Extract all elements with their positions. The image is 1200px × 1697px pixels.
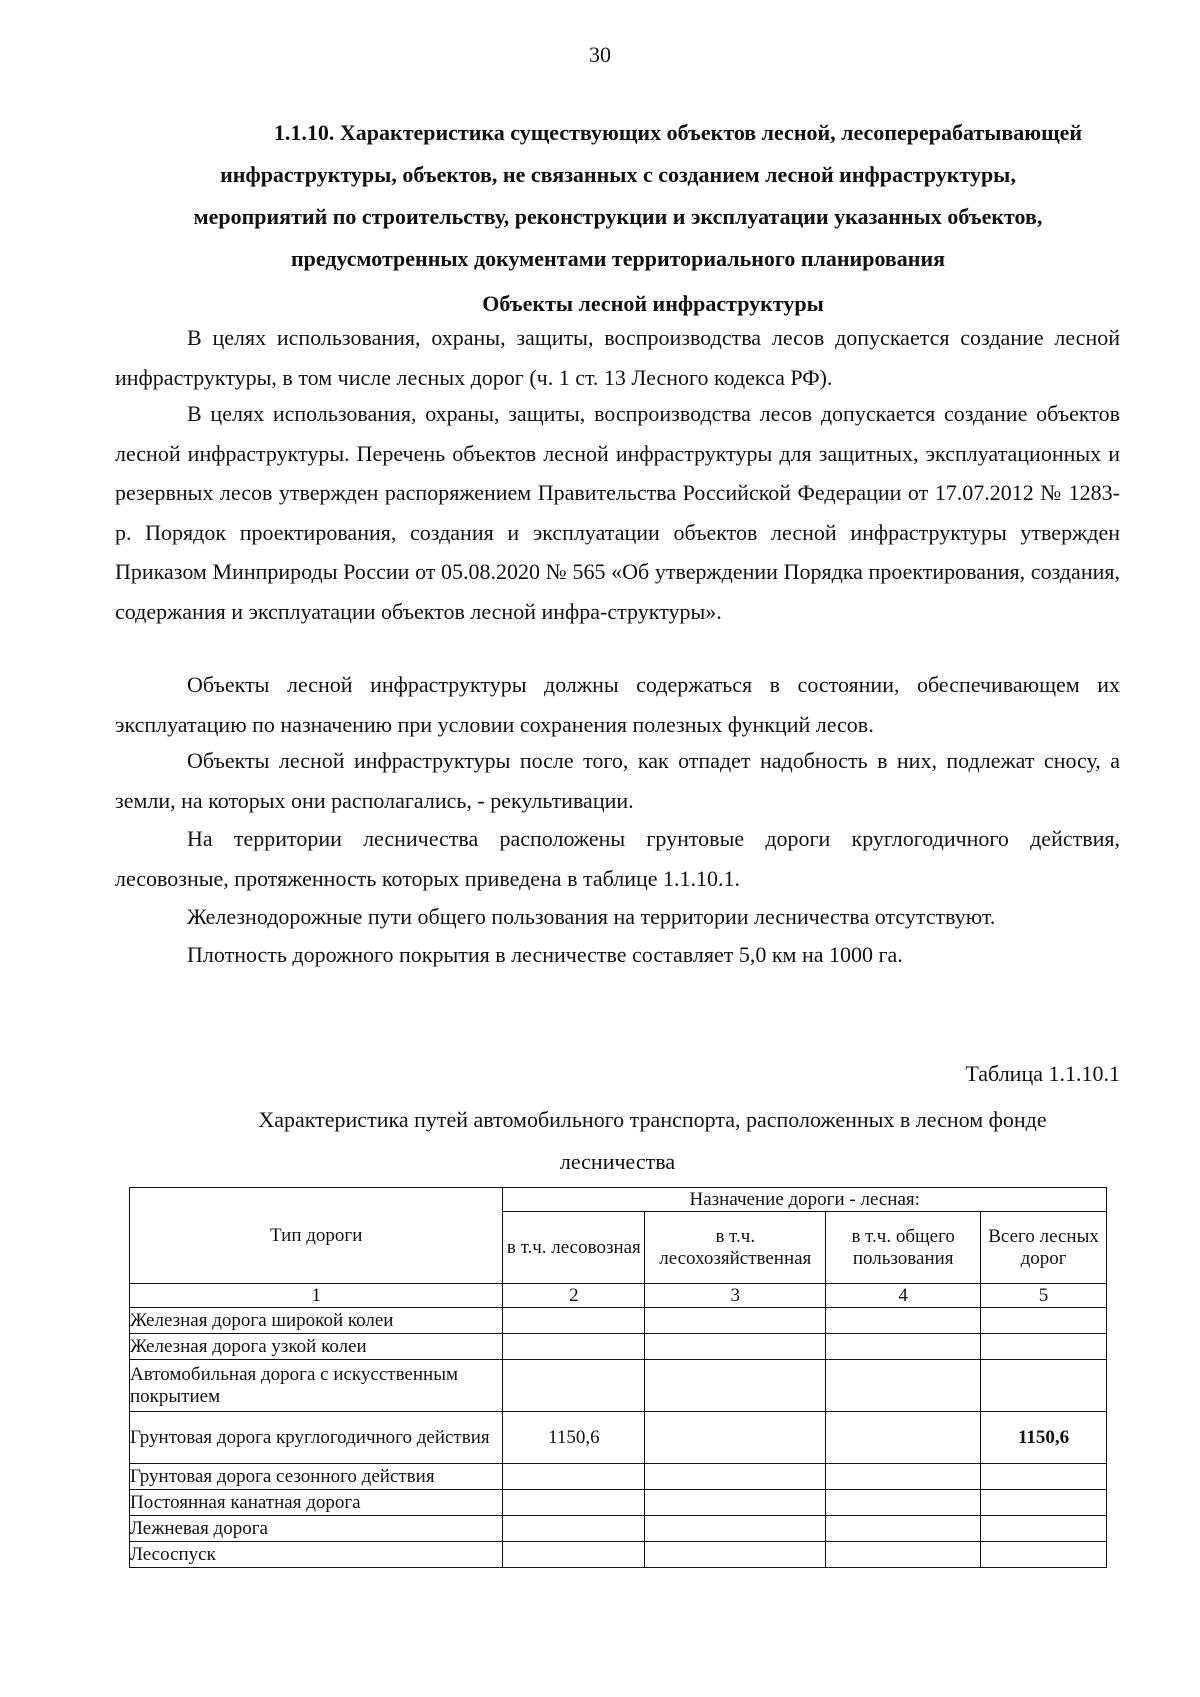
- road-type-cell: Железная дорога узкой колеи: [130, 1334, 503, 1360]
- public-cell: [826, 1412, 981, 1464]
- public-cell: [826, 1516, 981, 1542]
- road-type-cell: Грунтовая дорога круглогодичного действия: [130, 1412, 503, 1464]
- table-caption-line: лесничества: [559, 1149, 676, 1174]
- header-public: в т.ч. общего пользования: [826, 1212, 981, 1284]
- logging-cell: [503, 1308, 645, 1334]
- page-number: 30: [589, 42, 611, 67]
- table-row: [130, 1542, 1107, 1568]
- road-type-cell: Лежневая дорога: [130, 1516, 503, 1542]
- table-caption: [115, 1099, 1120, 1183]
- table-row: [130, 1516, 1107, 1542]
- roads-table: [129, 1187, 1107, 1568]
- total-cell: [981, 1542, 1107, 1568]
- table-caption-line: Характеристика путей автомобильного транспорта, расположенных в лесном фонде: [258, 1107, 1047, 1132]
- logging-cell: [503, 1490, 645, 1516]
- paragraph: Плотность дорожного покрытия в лесничестве составляет 5,0 км на 1000 га.: [187, 942, 903, 967]
- total-cell: [981, 1464, 1107, 1490]
- road-type-cell: Железная дорога широкой колеи: [130, 1308, 503, 1334]
- logging-cell: [503, 1542, 645, 1568]
- forestry-cell: [645, 1412, 826, 1464]
- logging-cell: [503, 1464, 645, 1490]
- table-row: [130, 1334, 1107, 1360]
- road-type-cell: Автомобильная дорога с искусственным покрытием: [130, 1360, 503, 1412]
- column-number: 1: [130, 1284, 503, 1308]
- logging-cell: [503, 1334, 645, 1360]
- header-purpose-group: Назначение дороги - лесная:: [503, 1188, 1107, 1212]
- paragraph: В целях использования, охраны, защиты, воспроизводства лесов допускается создание объектов лесной инфраструктуры. Перечень объектов лесной инфраструктуры для защитных, эксплуатационных и резервных лесов утвержден распоряжением Правительства Российской Федерации от 17.07.2012 № 1283-р. Порядок проектирования, создания и эксплуатации объектов лесной инфраструктуры утвержден Приказом Минприроды России от 05.08.2020 № 565 «Об утверждении Порядка проектирования, создания, содержания и эксплуатации объектов лесной инфра-структуры».: [115, 401, 1120, 624]
- table-label: Таблица 1.1.10.1: [965, 1061, 1120, 1086]
- table-row: [130, 1464, 1107, 1490]
- section-heading-line: мероприятий по строительству, реконструкции и эксплуатации указанных объектов,: [193, 204, 1043, 229]
- column-number: 5: [981, 1284, 1107, 1308]
- table-row: [130, 1308, 1107, 1334]
- forestry-cell: [645, 1334, 826, 1360]
- paragraph: Объекты лесной инфраструктуры должны содержаться в состоянии, обеспечивающем их эксплуатацию по назначению при условии сохранения полезных функций лесов.: [115, 672, 1120, 737]
- paragraph: На территории лесничества расположены грунтовые дороги круглогодичного действия, лесовозные, протяженность которых приведена в таблице 1.1.10.1.: [115, 826, 1120, 891]
- road-type-cell: Постоянная канатная дорога: [130, 1490, 503, 1516]
- section-heading-line: 1.1.10. Характеристика существующих объектов лесной, лесоперерабатывающей: [273, 120, 1083, 145]
- logging-cell: [503, 1516, 645, 1542]
- header-forestry: в т.ч. лесохозяйственная: [645, 1212, 826, 1284]
- total-cell: [981, 1334, 1107, 1360]
- public-cell: [826, 1334, 981, 1360]
- total-cell: [981, 1308, 1107, 1334]
- table-row: [130, 1360, 1107, 1412]
- public-cell: [826, 1308, 981, 1334]
- header-total: Всего лесных дорог: [981, 1212, 1107, 1284]
- public-cell: [826, 1360, 981, 1412]
- forestry-cell: [645, 1308, 826, 1334]
- section-heading-line: инфраструктуры, объектов, не связанных с созданием лесной инфраструктуры,: [220, 162, 1016, 187]
- section-heading: [118, 112, 1118, 280]
- logging-cell: [503, 1360, 645, 1412]
- column-number: 2: [503, 1284, 645, 1308]
- header-road-type: Тип дороги: [130, 1188, 503, 1284]
- road-type-cell: Лесоспуск: [130, 1542, 503, 1568]
- forestry-cell: [645, 1490, 826, 1516]
- total-cell: [981, 1490, 1107, 1516]
- total-cell: 1150,6: [981, 1412, 1107, 1464]
- column-number: 4: [826, 1284, 981, 1308]
- total-cell: [981, 1516, 1107, 1542]
- paragraph: Железнодорожные пути общего пользования на территории лесничества отсутствуют.: [187, 904, 996, 929]
- forestry-cell: [645, 1516, 826, 1542]
- forestry-cell: [645, 1542, 826, 1568]
- total-cell: [981, 1360, 1107, 1412]
- column-number: 3: [645, 1284, 826, 1308]
- road-type-cell: Грунтовая дорога сезонного действия: [130, 1464, 503, 1490]
- table-row: [130, 1412, 1107, 1464]
- subsection-heading: Объекты лесной инфраструктуры: [482, 291, 824, 316]
- forestry-cell: [645, 1464, 826, 1490]
- header-logging: в т.ч. лесовозная: [503, 1212, 645, 1284]
- logging-cell: 1150,6: [503, 1412, 645, 1464]
- public-cell: [826, 1464, 981, 1490]
- paragraph: В целях использования, охраны, защиты, воспроизводства лесов допускается создание лесной инфраструктуры, в том числе лесных дорог (ч. 1 ст. 13 Лесного кодекса РФ).: [115, 325, 1120, 390]
- table-row: [130, 1490, 1107, 1516]
- paragraph: Объекты лесной инфраструктуры после того, как отпадет надобность в них, подлежат сносу, а земли, на которых они располагались, - рекультивации.: [115, 748, 1120, 813]
- public-cell: [826, 1490, 981, 1516]
- public-cell: [826, 1542, 981, 1568]
- section-heading-line: предусмотренных документами территориального планирования: [290, 246, 946, 271]
- forestry-cell: [645, 1360, 826, 1412]
